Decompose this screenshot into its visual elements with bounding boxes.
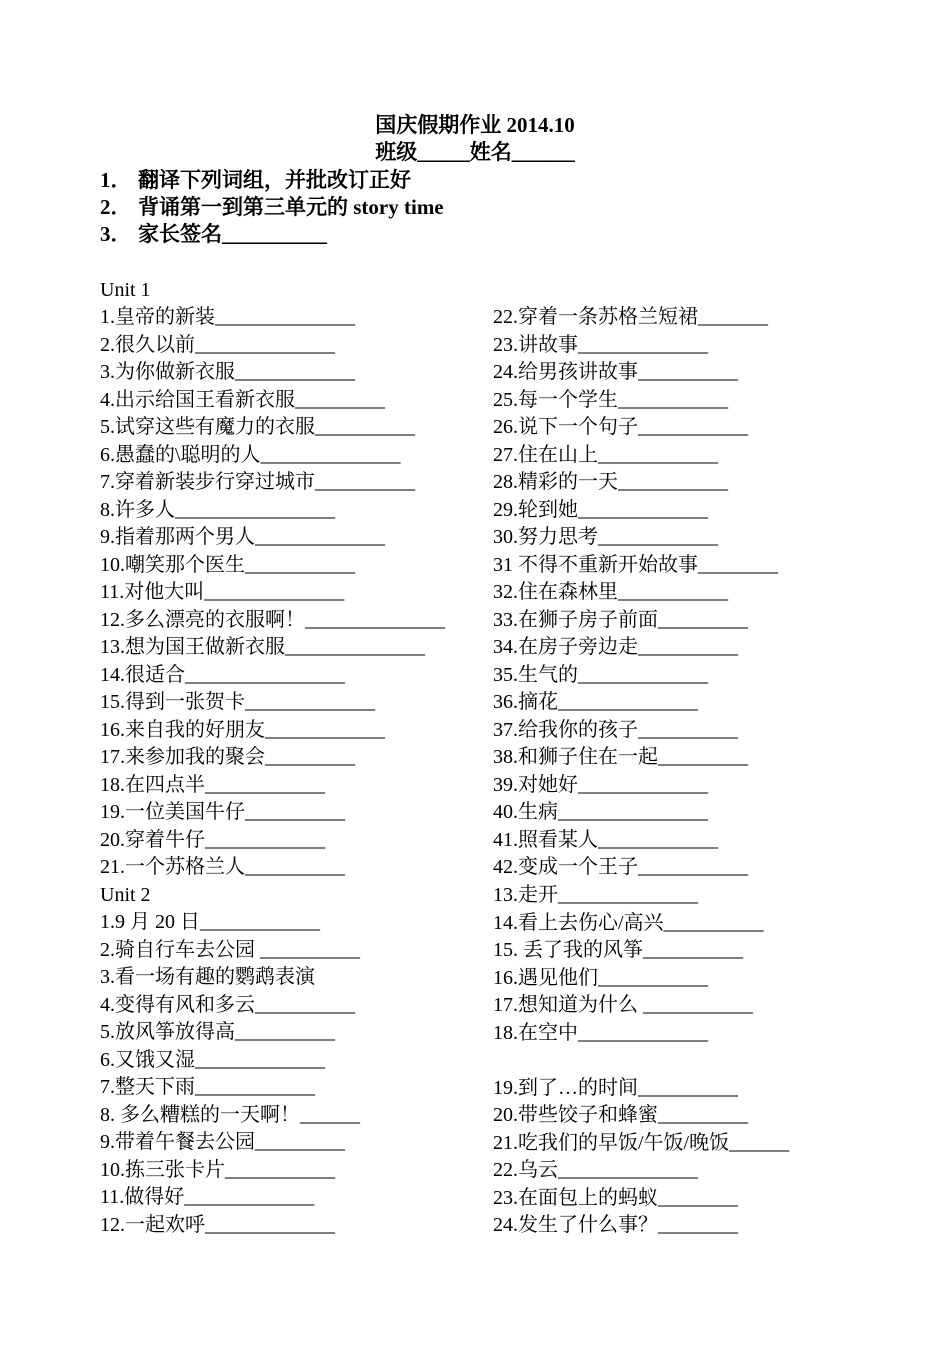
unit1-left-item-3: 3.为你做新衣服____________ (100, 361, 355, 383)
instruction-text: 家长签名__________ (138, 222, 327, 246)
unit2-left-item-11: 11.做得好_____________ (100, 1186, 315, 1208)
unit1-left-item-17: 17.来参加我的聚会_________ (100, 746, 355, 768)
unit1-right-item-8: 29.轮到她_____________ (493, 498, 708, 521)
unit2-right-item-3: 15. 丢了我的风筝__________ (493, 939, 743, 961)
unit2-right-item-4: 16.遇见他们___________ (493, 966, 708, 989)
unit1-left-item-8: 8.许多人________________ (100, 498, 335, 521)
instruction-1 (100, 167, 411, 194)
unit1-right-item-16: 37.给我你的孩子__________ (493, 718, 738, 741)
unit2-left-item-9: 9.带着午餐去公园_________ (100, 1131, 345, 1153)
unit2-right-item-13: 24.发生了什么事？________ (493, 1214, 738, 1236)
unit2-right-item-2: 14.看上去伤心/高兴__________ (493, 911, 764, 934)
unit1-right-item-15: 36.摘花______________ (493, 691, 698, 713)
unit1-left-item-1: 1.皇帝的新装______________ (100, 306, 355, 328)
unit1-left-item-9: 9.指着那两个男人_____________ (100, 526, 385, 548)
unit1-right-item-18: 39.对她好_____________ (493, 773, 708, 796)
unit2-left-item-12: 12.一起欢呼_____________ (100, 1213, 335, 1236)
unit2-left-item-8: 8. 多么糟糕的一天啊！______ (100, 1103, 360, 1126)
instruction-text: 翻译下列词组，并批改订正好 (138, 168, 411, 192)
unit1-right-item-6: 27.住在山上____________ (493, 443, 718, 466)
unit1-right-item-13: 34.在房子旁边走__________ (493, 636, 738, 658)
instruction-3 (100, 221, 327, 248)
unit1-left-item-7: 7.穿着新装步行穿过城市__________ (100, 471, 415, 493)
unit1-right-item-5: 26.说下一个句子___________ (493, 416, 748, 438)
unit2-right-item-9: 20.带些饺子和蜂蜜_________ (493, 1104, 748, 1126)
unit1-left-item-21: 21.一个苏格兰人__________ (100, 856, 345, 878)
unit2-left-item-4: 4.变得有风和多云__________ (100, 993, 355, 1016)
instruction-number: 2． (100, 195, 132, 219)
unit1-left-item-14: 14.很适合________________ (100, 663, 345, 686)
unit2-right-item-5: 17.想知道为什么 ___________ (493, 994, 753, 1016)
unit-1-heading: Unit 1 (100, 279, 151, 301)
unit1-left-item-15: 15.得到一张贺卡_____________ (100, 691, 375, 713)
instruction-number: 1． (100, 168, 132, 192)
unit2-left-item-10: 10.拣三张卡片___________ (100, 1158, 335, 1181)
unit2-left-item-1: 1.9 月 20 日____________ (100, 911, 320, 933)
instruction-number: 3． (100, 222, 132, 246)
unit2-right-item-11: 22.乌云______________ (493, 1159, 698, 1181)
class-name-line: 班级_____姓名______ (375, 140, 575, 164)
unit2-left-item-2: 2.骑自行车去公园 __________ (100, 938, 360, 961)
unit1-right-item-21: 42.变成一个王子___________ (493, 856, 748, 878)
unit1-left-item-19: 19.一位美国牛仔__________ (100, 801, 345, 823)
unit2-right-item-1: 13.走开______________ (493, 884, 698, 906)
unit1-right-item-9: 30.努力思考____________ (493, 526, 718, 548)
unit-2-heading: Unit 2 (100, 884, 151, 906)
unit1-left-item-20: 20.穿着牛仔____________ (100, 828, 325, 851)
unit2-left-item-5: 5.放风筝放得高__________ (100, 1021, 335, 1043)
unit1-left-item-16: 16.来自我的好朋友____________ (100, 718, 385, 741)
unit1-left-item-6: 6.愚蠢的\聪明的人______________ (100, 443, 401, 466)
instruction-2 (100, 194, 444, 221)
unit1-right-item-14: 35.生气的_____________ (493, 663, 708, 686)
unit2-right-item-12: 23.在面包上的蚂蚁________ (493, 1186, 738, 1209)
unit1-right-item-4: 25.每一个学生___________ (493, 388, 728, 411)
unit1-left-item-4: 4.出示给国王看新衣服_________ (100, 388, 385, 411)
unit1-left-item-11: 11.对他大叫______________ (100, 581, 345, 603)
unit1-left-item-5: 5.试穿这些有魔力的衣服__________ (100, 416, 415, 438)
unit1-right-item-11: 32.住在森林里___________ (493, 581, 728, 603)
unit1-right-item-7: 28.精彩的一天___________ (493, 471, 728, 493)
unit1-left-item-12: 12.多么漂亮的衣服啊！______________ (100, 608, 445, 631)
unit2-right-item-6: 18.在空中_____________ (493, 1021, 708, 1044)
unit1-left-item-10: 10.嘲笑那个医生___________ (100, 553, 355, 576)
unit1-left-item-13: 13.想为国王做新衣服______________ (100, 636, 425, 658)
unit2-left-item-3: 3.看一场有趣的鹦鹉表演 (100, 966, 315, 988)
unit1-left-item-2: 2.很久以前______________ (100, 333, 335, 356)
page-title: 国庆假期作业 2014.10 (375, 113, 575, 137)
unit1-right-item-17: 38.和狮子住在一起_________ (493, 746, 748, 768)
unit1-right-item-2: 23.讲故事_____________ (493, 333, 708, 356)
unit1-right-item-19: 40.生病_______________ (493, 801, 708, 823)
unit1-right-item-3: 24.给男孩讲故事__________ (493, 361, 738, 383)
unit2-left-item-6: 6.又饿又湿_____________ (100, 1048, 325, 1071)
unit2-right-item-10: 21.吃我们的早饭/午饭/晚饭______ (493, 1131, 790, 1154)
unit2-left-item-7: 7.整天下雨____________ (100, 1076, 315, 1098)
unit2-right-item-8: 19.到了…的时间__________ (493, 1076, 738, 1099)
unit1-left-item-18: 18.在四点半____________ (100, 773, 325, 796)
unit1-right-item-12: 33.在狮子房子前面_________ (493, 608, 748, 631)
instruction-text: 背诵第一到第三单元的 story time (138, 195, 444, 219)
unit1-right-item-20: 41.照看某人____________ (493, 828, 718, 851)
unit1-right-item-10: 31 不得不重新开始故事________ (493, 553, 778, 576)
unit1-right-item-1: 22.穿着一条苏格兰短裙_______ (493, 306, 768, 328)
